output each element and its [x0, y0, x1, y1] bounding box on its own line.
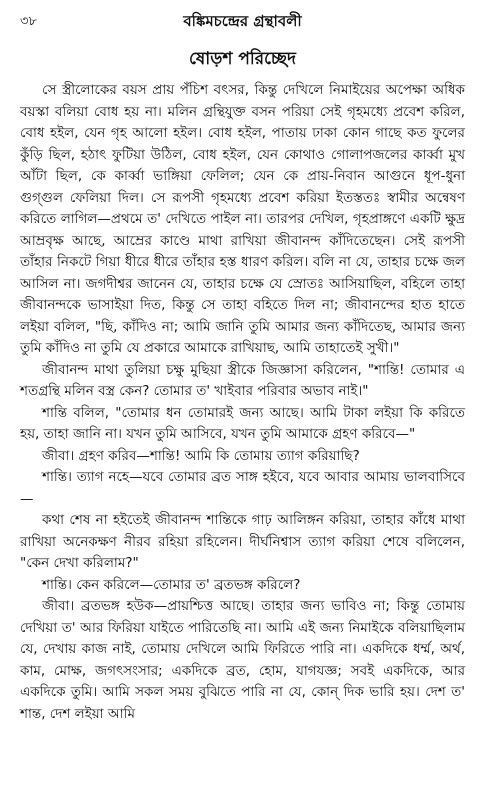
running-title: বঙ্কিমচন্দ্রের গ্রন্থাবলী: [183, 12, 302, 30]
paragraph: জীবানন্দ মাথা তুলিয়া চক্ষু মুছিয়া স্ত্রীকে জিজ্ঞাসা করিলেন, "শান্তি! তোমার এ শতগ্রন্থি মলিন বস্ত্র কেন? তোমার ত' খাইবার পরিবার অভাব নাই।": [20, 361, 465, 399]
paragraph: শান্তি বলিল, "তোমার ধন তোমারই জন্য আছে। আমি টাকা লইয়া কি করিতে হয়, তাহা জানি না। যখন তুমি আসিবে, যখন তুমি আমাকে গ্রহণ করিবে—": [20, 404, 465, 442]
chapter-title: ষোড়শ পরিচ্ছেদ: [189, 49, 296, 69]
paragraph: জীবা। গ্রহণ করিব—শান্তি! আমি কি তোমায় ত্যাগ করিয়াছি?: [42, 447, 360, 464]
paragraph: শান্তি। কেন করিলে—তোমার ত' ব্রতভঙ্গ করিলে?: [42, 576, 301, 593]
paragraph: কথা শেষ না হইতেই জীবানন্দ শান্তিকে গাঢ় আলিঙ্গন করিয়া, তাহার কাঁধে মাথা রাখিয়া অনেকক্ষণ নীরব রহিয়া রহিলেন। দীর্ঘনিশ্বাস ত্যাগ করিয়া শেষে বলিলেন, "কেন দেখা করিলাম?": [20, 512, 465, 571]
paragraph: শান্তি। ত্যাগ নহে—যবে তোমার ব্রত সাঙ্গ হইবে, যবে আবার আমায় ভালবাসিবে—: [20, 469, 465, 507]
paragraph: সে স্ত্রীলোকের বয়স প্রায় পঁচিশ বৎসর, কিন্তু দেখিলে নিমাইয়ের অপেক্ষা অধিক বয়স্কা বলিয়া বোধ হয় না। মলিন গ্রন্থিযুক্ত বসন পরিয়া সেই গৃহমধ্যে প্রবেশ করিল, বোধ হইল, যেন গৃহ আলো হইল। বোধ হইল, পাতায় ঢাকা কোন গাছে কত ফুলের কুঁড়ি ছিল, হঠাৎ ফুটিয়া উঠিল, বোধ হইল, যেন কোথাও গোলাপজলের কার্ব্বা মুখ আঁটা ছিল, কে কার্ব্বা ভাঙ্গিয়া ফেলিল; যেন কে প্রায়-নিবান আগুনে ধূপ-ধুনা গুগ্গুল ফেলিয়া দিল। সে রূপসী গৃহমধ্যে প্রবেশ করিয়া ইতস্ততঃ স্বামীর অন্বেষণ করিতে লাগিল—প্রথমে ত' দেখিতে পাইল না। তারপর দেখিল, গৃহপ্রাঙ্গণে একটি ক্ষুদ্র আম্রবৃক্ষ আছে, আম্রের কাণ্ডে মাথা রাখিয়া জীবানন্দ কাঁদিতেছেন। সেই রূপসী তাঁহার নিকটে গিয়া ধীরে ধীরে তাঁহার হস্ত ধারণ করিল। বলি না যে, তাহার চক্ষে জল আসিল না। জগদীশ্বর জানেন যে, তাহার চক্ষে যে স্রোতঃ আসিয়াছিল, বহিলে তাহা জীবানন্দকে ভাসাইয়া দিত, কিন্তু সে তাহা বহিতে দিল না; জীবানন্দের হাত হাতে লইয়া বলিল, "ছি, কাঁদিও না; আমি জানি তুমি আমার জন্য কাঁদিতেছ, আমার জন্য তুমি কাঁদিও না তুমি যে প্রকারে আমাকে রাখিয়াছ, আমি তাহাতেই সুখী।": [20, 82, 465, 356]
page-number: ৩৮: [20, 14, 37, 29]
body-text: [20, 80, 465, 725]
paragraph: জীবা। ব্রতভঙ্গ হউক—প্রায়শ্চিত্ত আছে। তাহার জন্য ভাবিও না; কিন্তু তোমায় দেখিয়া ত' আর ফিরিয়া যাইতে পারিতেছি না। আমি এই জন্য নিমাইকে বলিয়াছিলাম যে, দেখায় কাজ নাই, তোমায় দেখিলে আমি ফিরিতে পারি না। একদিকে ধর্ম্ম, অর্থ, কাম, মোক্ষ, জগৎসংসার; একদিকে ব্রত, হোম, যাগযজ্ঞ; সবই একদিকে, আর একদিকে তুমি। আমি সকল সময় বুঝিতে পারি না যে, কোন্ দিক ভারি হয়। দেশ ত' শান্ত, দেশ লইয়া আমি: [20, 598, 465, 722]
page-header: [20, 10, 465, 32]
